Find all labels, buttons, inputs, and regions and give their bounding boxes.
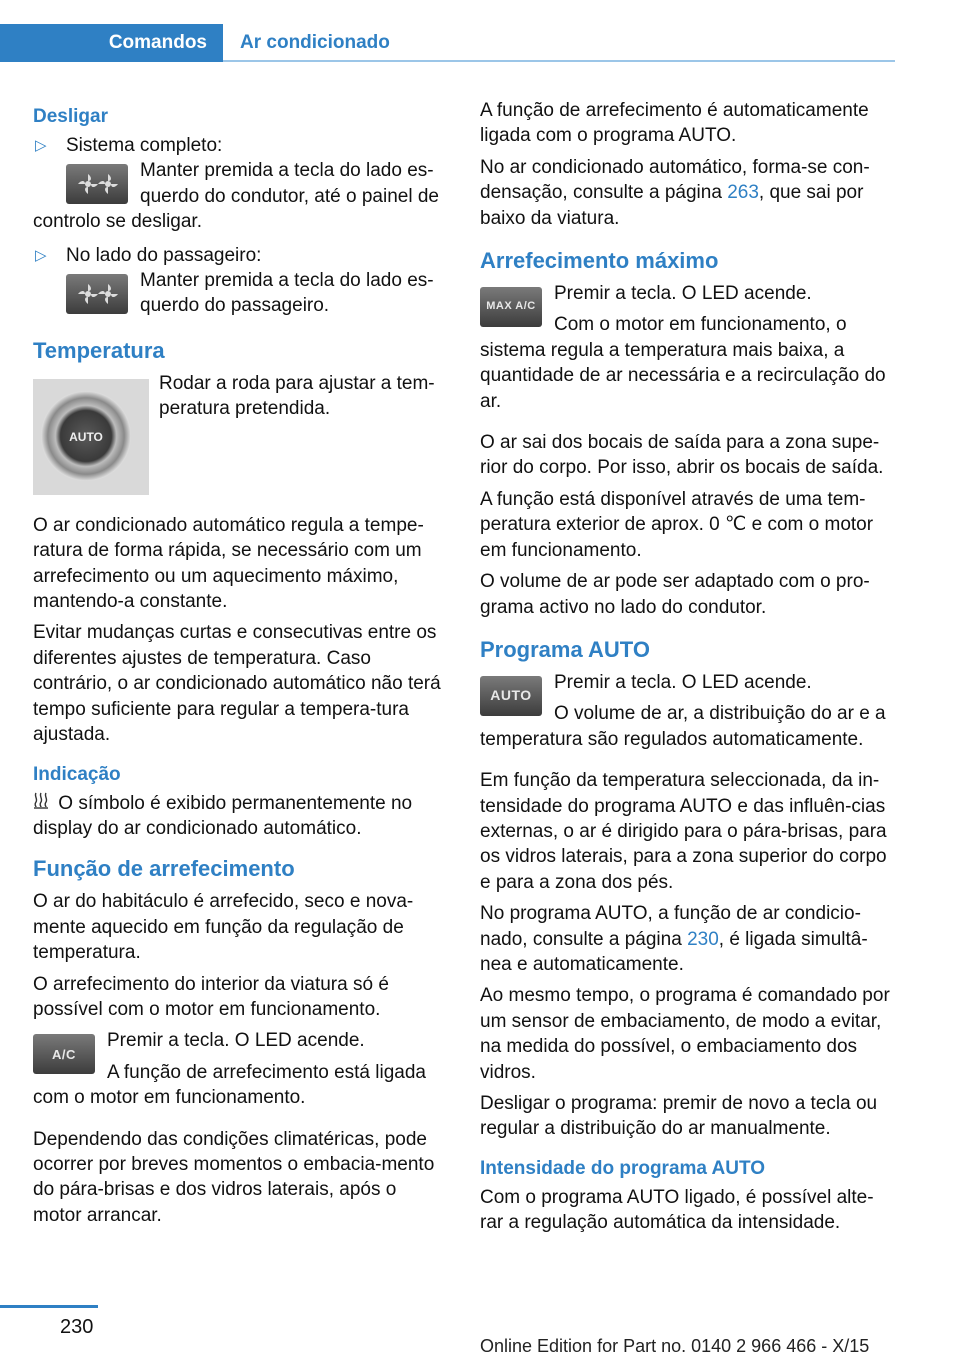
indicacao-text: O símbolo é exibido permanentemente no display do ar condicionado automático. [33,792,413,839]
right-p2 [480,155,896,231]
ac-key-icon: A/C [33,1034,95,1074]
heading-funcao-arrefecimento: Função de arrefecimento [33,856,295,882]
footer-rule [0,1305,98,1308]
bullet-text: Manter premida a tecla do lado es‐querdo do passageiro. [140,270,434,317]
tab-comandos[interactable]: Comandos [0,24,223,62]
max-p2: A função está disponível através de uma tem‐peratura exterior de aprox. 0 ℃ e com o motor em funcionamento. [480,488,874,561]
heading-arrefecimento-maximo: Arrefecimento máximo [480,248,719,274]
auto-p2-a: No programa AUTO, a função de ar condicio‐nado, consulte a página [480,903,861,950]
bullet-lado-passageiro [33,243,448,319]
max-text2: Com o motor em funcionamento, o sistema regula a temperatura mais baixa, a quantidade de ar necessária e a recirculação do ar. [480,314,886,412]
heading-desligar: Desligar [33,106,108,127]
bullet-label: Sistema completo: [66,135,223,156]
auto-p2-b: , é ligada simultâ‐nea e automaticamente. [480,928,868,975]
left-column [33,98,448,1234]
para-regula: O ar condicionado automático regula a tempe‐ratura de forma rápida, se necessário com um arrefecimento ou um aquecimento máximo, mantendo-a constante. [33,514,424,613]
right-column [480,98,896,1242]
max-p3: O volume de ar pode ser adaptado com o pro‐grama activo no lado do condutor. [480,571,870,618]
intens-p1: Com o programa AUTO ligado, é possível alte‐rar a regulação automática da intensidade. [480,1186,874,1234]
max-text1: Premir a tecla. O LED acende. [554,283,812,305]
heading-temperatura: Temperatura [33,337,165,363]
max-ac-key-icon: MAX A/C [480,287,542,327]
auto-p4: Desligar o programa: premir de novo a tecla ou regular a distribuição do ar manualmente. [480,1093,878,1140]
tab-ar-condicionado[interactable]: Ar condicionado [240,32,390,53]
bullet-sistema-completo [33,133,448,235]
auto-p1: Em função da temperatura seleccionada, da in‐tensidade do programa AUTO e das influên‐cias externas, o ar é dirigido para o pára-brisas, para os vidros laterais, para a zona superior do corpo e para a zona dos pés. [480,770,887,893]
heading-programa-auto: Programa AUTO [480,636,650,662]
right-p2-a: No ar condicionado automático, forma-se con‐densação, consulte a página [480,156,870,204]
temperature-knob-image: AUTO [33,379,149,495]
ac-text2: A função de arrefecimento está ligada com o motor em funcionamento. [33,1061,426,1109]
bullet-text: Manter premida a tecla do lado es‐querdo do condutor, até o painel de controlo se desligar. [33,160,439,233]
ac-text1: Premir a tecla. O LED acende. [107,1030,365,1052]
fan-off-key-icon [66,274,128,314]
right-p1: A função de arrefecimento é automaticamente ligada com o programa AUTO. [480,100,869,147]
funcao-p3: Dependendo das condições climatéricas, pode ocorrer por breves momentos o embacia‐mento do pára-brisas e dos vidros laterais, após o motor arrancar. [33,1128,435,1226]
auto-key-icon: AUTO [480,676,542,716]
indicacao-para [33,791,448,842]
heading-intensidade-auto: Intensidade do programa AUTO [480,1157,766,1179]
page-link-230[interactable]: 230 [687,928,719,950]
page-number: 230 [60,1316,94,1338]
auto-p2 [480,901,896,977]
heading-indicacao: Indicação [33,763,121,785]
auto-text1: Premir a tecla. O LED acende. [554,671,812,693]
auto-text2: O volume de ar, a distribuição do ar e a temperatura são regulados automaticamente. [480,703,886,750]
right-p2-b: , que sai por baixo da viatura. [480,182,864,229]
max-p1: O ar sai dos bocais de saída para a zona supe‐rior do corpo. Por isso, abrir os bocais de saída. [480,432,884,479]
max-ac-block [480,281,896,420]
header-divider [223,60,895,62]
fan-off-key-icon [66,164,128,204]
para-evitar: Evitar mudanças curtas e consecutivas entre os diferentes ajustes de temperatura. Caso contrário, o ar condicionado automático não terá tempo suficiente para regular a tempera‐tura ajustada. [33,622,441,746]
page-link-263[interactable]: 263 [727,182,759,204]
funcao-p2: O arrefecimento do interior da viatura só é possível com o motor em funcionamento. [33,973,389,1020]
bullet-label: No lado do passageiro: [66,244,262,266]
header-tabs [0,24,895,62]
temperature-block [33,371,448,503]
triangle-bullet-icon: ▷ [35,246,47,264]
ac-block [33,1028,448,1116]
defrost-symbol-icon [33,791,53,816]
funcao-p1: O ar do habitáculo é arrefecido, seco e nova‐mente aquecido em função da regulação de temperatura. [33,891,414,964]
edition-text: Online Edition for Part no. 0140 2 966 466 - X/15 [480,1336,870,1356]
auto-p3: Ao mesmo tempo, o programa é comandado por um sensor de embaciamento, de modo a evitar, na medida do possível, o embaciamento dos vidros. [480,985,890,1083]
triangle-bullet-icon: ▷ [35,137,47,154]
auto-block [480,670,896,758]
temperatura-text: Rodar a roda para ajustar a tem‐peratura pretendida. [159,372,435,420]
